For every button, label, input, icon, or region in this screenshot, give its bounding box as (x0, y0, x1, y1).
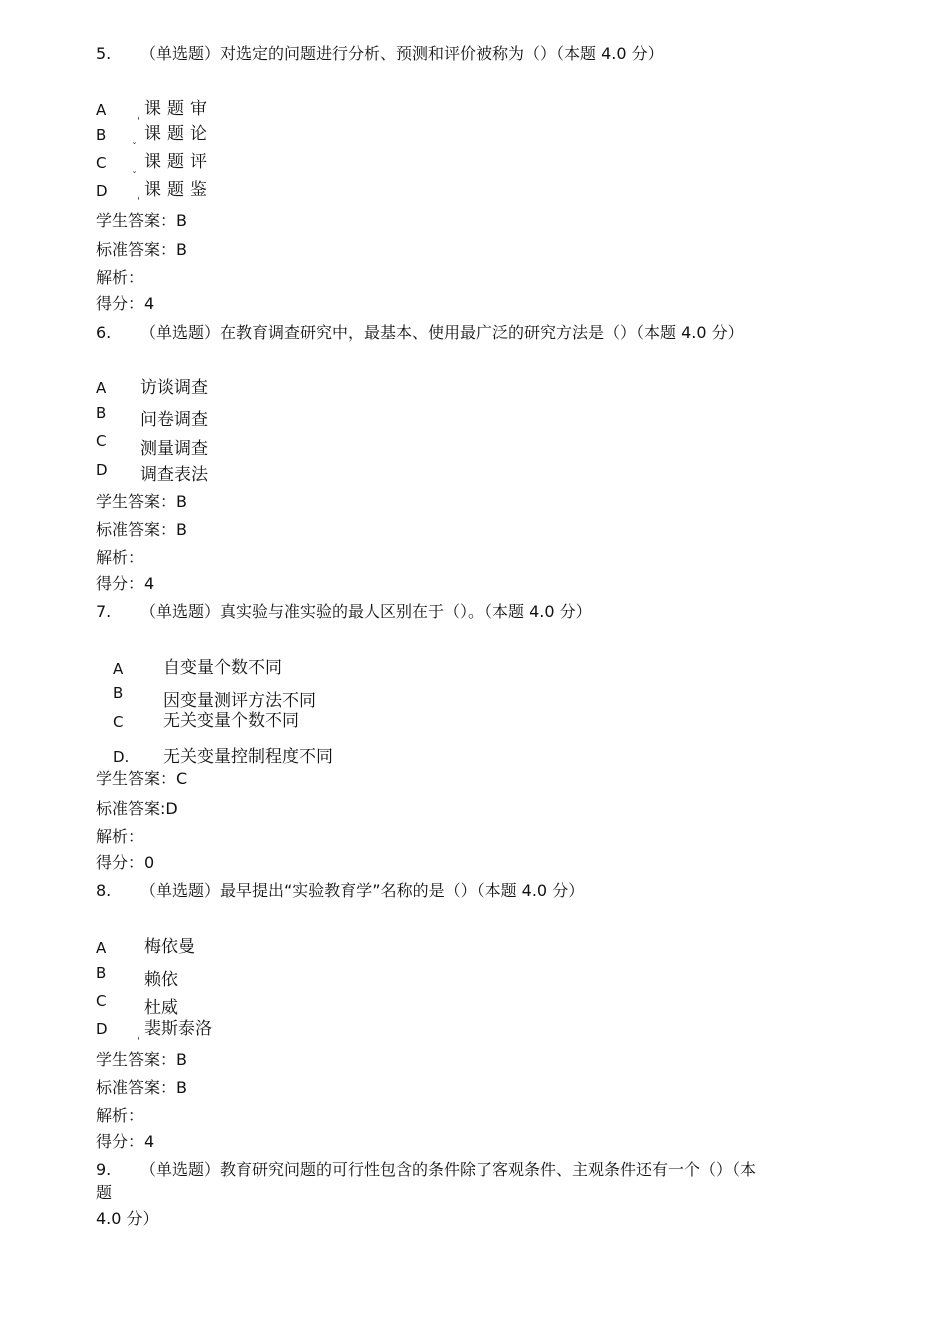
question-6-text: （单选题）在教育调查研究中，最基本、使用最广泛的研究方法是（）（本题 4.0 分） (140, 323, 744, 342)
q5-option-d-text: 课题鉴 (144, 180, 213, 200)
q6-option-a-letter: A (96, 379, 107, 397)
q6-option-b-text: 问卷调查 (140, 410, 208, 430)
question-9-text-line2: 题 (96, 1183, 113, 1202)
q5-option-a-letter: A (96, 101, 107, 119)
q8-option-c-text: 杜威 (144, 998, 178, 1018)
question-8-number: 8. (96, 881, 112, 900)
q8-standard-answer: 标准答案：B (96, 1078, 187, 1097)
q7-option-b-text: 因变量测评方法不同 (163, 691, 316, 711)
q7-option-d-text: 无关变量控制程度不同 (163, 747, 333, 767)
scan-artifact-mark: ' (137, 116, 140, 127)
question-7-text: （单选题）真实验与准实验的最人区别在于（）。（本题 4.0 分） (140, 602, 592, 621)
q7-option-b-letter: B (113, 684, 124, 702)
question-7-number: 7. (96, 602, 112, 621)
q5-option-c-letter: C (96, 154, 107, 172)
q7-option-c-letter: C (113, 713, 124, 731)
q8-option-b-text: 赖依 (144, 970, 178, 990)
q8-option-d-text: 裴斯泰洛 (144, 1019, 212, 1039)
q8-option-b-letter: B (96, 964, 107, 982)
scan-artifact-mark: ' (137, 196, 140, 207)
q7-student-answer: 学生答案：C (96, 769, 188, 788)
q5-student-answer: 学生答案：B (96, 211, 187, 230)
q7-option-a-text: 自变量个数不同 (163, 658, 282, 678)
q6-option-a-text: 访谈调查 (140, 378, 208, 398)
q7-option-d-letter: D. (113, 748, 130, 766)
question-8-text: （单选题）最早提出“实验教育学”名称的是（）（本题 4.0 分） (140, 881, 585, 900)
q6-option-d-letter: D (96, 461, 108, 479)
question-5-text: （单选题）对选定的问题进行分析、预测和评价被称为（）（本题 4.0 分） (140, 44, 664, 63)
q7-standard-answer: 标准答案:D (96, 799, 178, 818)
q8-option-a-text: 梅依曼 (144, 937, 195, 957)
q5-option-c-text: 课题评 (144, 152, 213, 172)
q7-option-a-letter: A (113, 660, 124, 678)
q6-option-d-text: 调查表法 (140, 465, 208, 485)
q7-score: 得分：0 (96, 853, 155, 872)
q5-option-b-text: 课题论 (144, 124, 213, 144)
scan-artifact-mark: ' (137, 1036, 140, 1047)
q5-option-d-letter: D (96, 182, 108, 200)
q6-analysis: 解析： (96, 548, 145, 567)
q5-option-a-text: 课题审 (144, 99, 213, 119)
question-9-number: 9. (96, 1160, 112, 1179)
q5-option-b-letter: B (96, 126, 107, 144)
q6-score: 得分：4 (96, 574, 155, 593)
q6-option-c-text: 测量调查 (140, 439, 208, 459)
question-9-text-line1: （单选题）教育研究问题的可行性包含的条件除了客观条件、主观条件还有一个（）（本 (140, 1160, 757, 1179)
q6-student-answer: 学生答案：B (96, 492, 187, 511)
q7-analysis: 解析： (96, 827, 145, 846)
q5-standard-answer: 标准答案：B (96, 240, 187, 259)
q8-option-d-letter: D (96, 1020, 108, 1038)
question-5-number: 5. (96, 44, 112, 63)
question-9-text-line3: 4.0 分） (96, 1209, 159, 1228)
q6-option-c-letter: C (96, 432, 107, 450)
question-6-number: 6. (96, 323, 112, 342)
q8-analysis: 解析： (96, 1106, 145, 1125)
q7-option-c-text: 无关变量个数不同 (163, 711, 299, 731)
q5-score: 得分：4 (96, 294, 155, 313)
q8-score: 得分：4 (96, 1132, 155, 1151)
scan-artifact-mark: ˇ (132, 142, 137, 153)
scan-artifact-mark: ˇ (132, 171, 137, 182)
q6-option-b-letter: B (96, 404, 107, 422)
q6-standard-answer: 标准答案：B (96, 520, 187, 539)
q5-analysis: 解析： (96, 268, 145, 287)
q8-option-a-letter: A (96, 939, 107, 957)
q8-option-c-letter: C (96, 992, 107, 1010)
q8-student-answer: 学生答案：B (96, 1050, 187, 1069)
